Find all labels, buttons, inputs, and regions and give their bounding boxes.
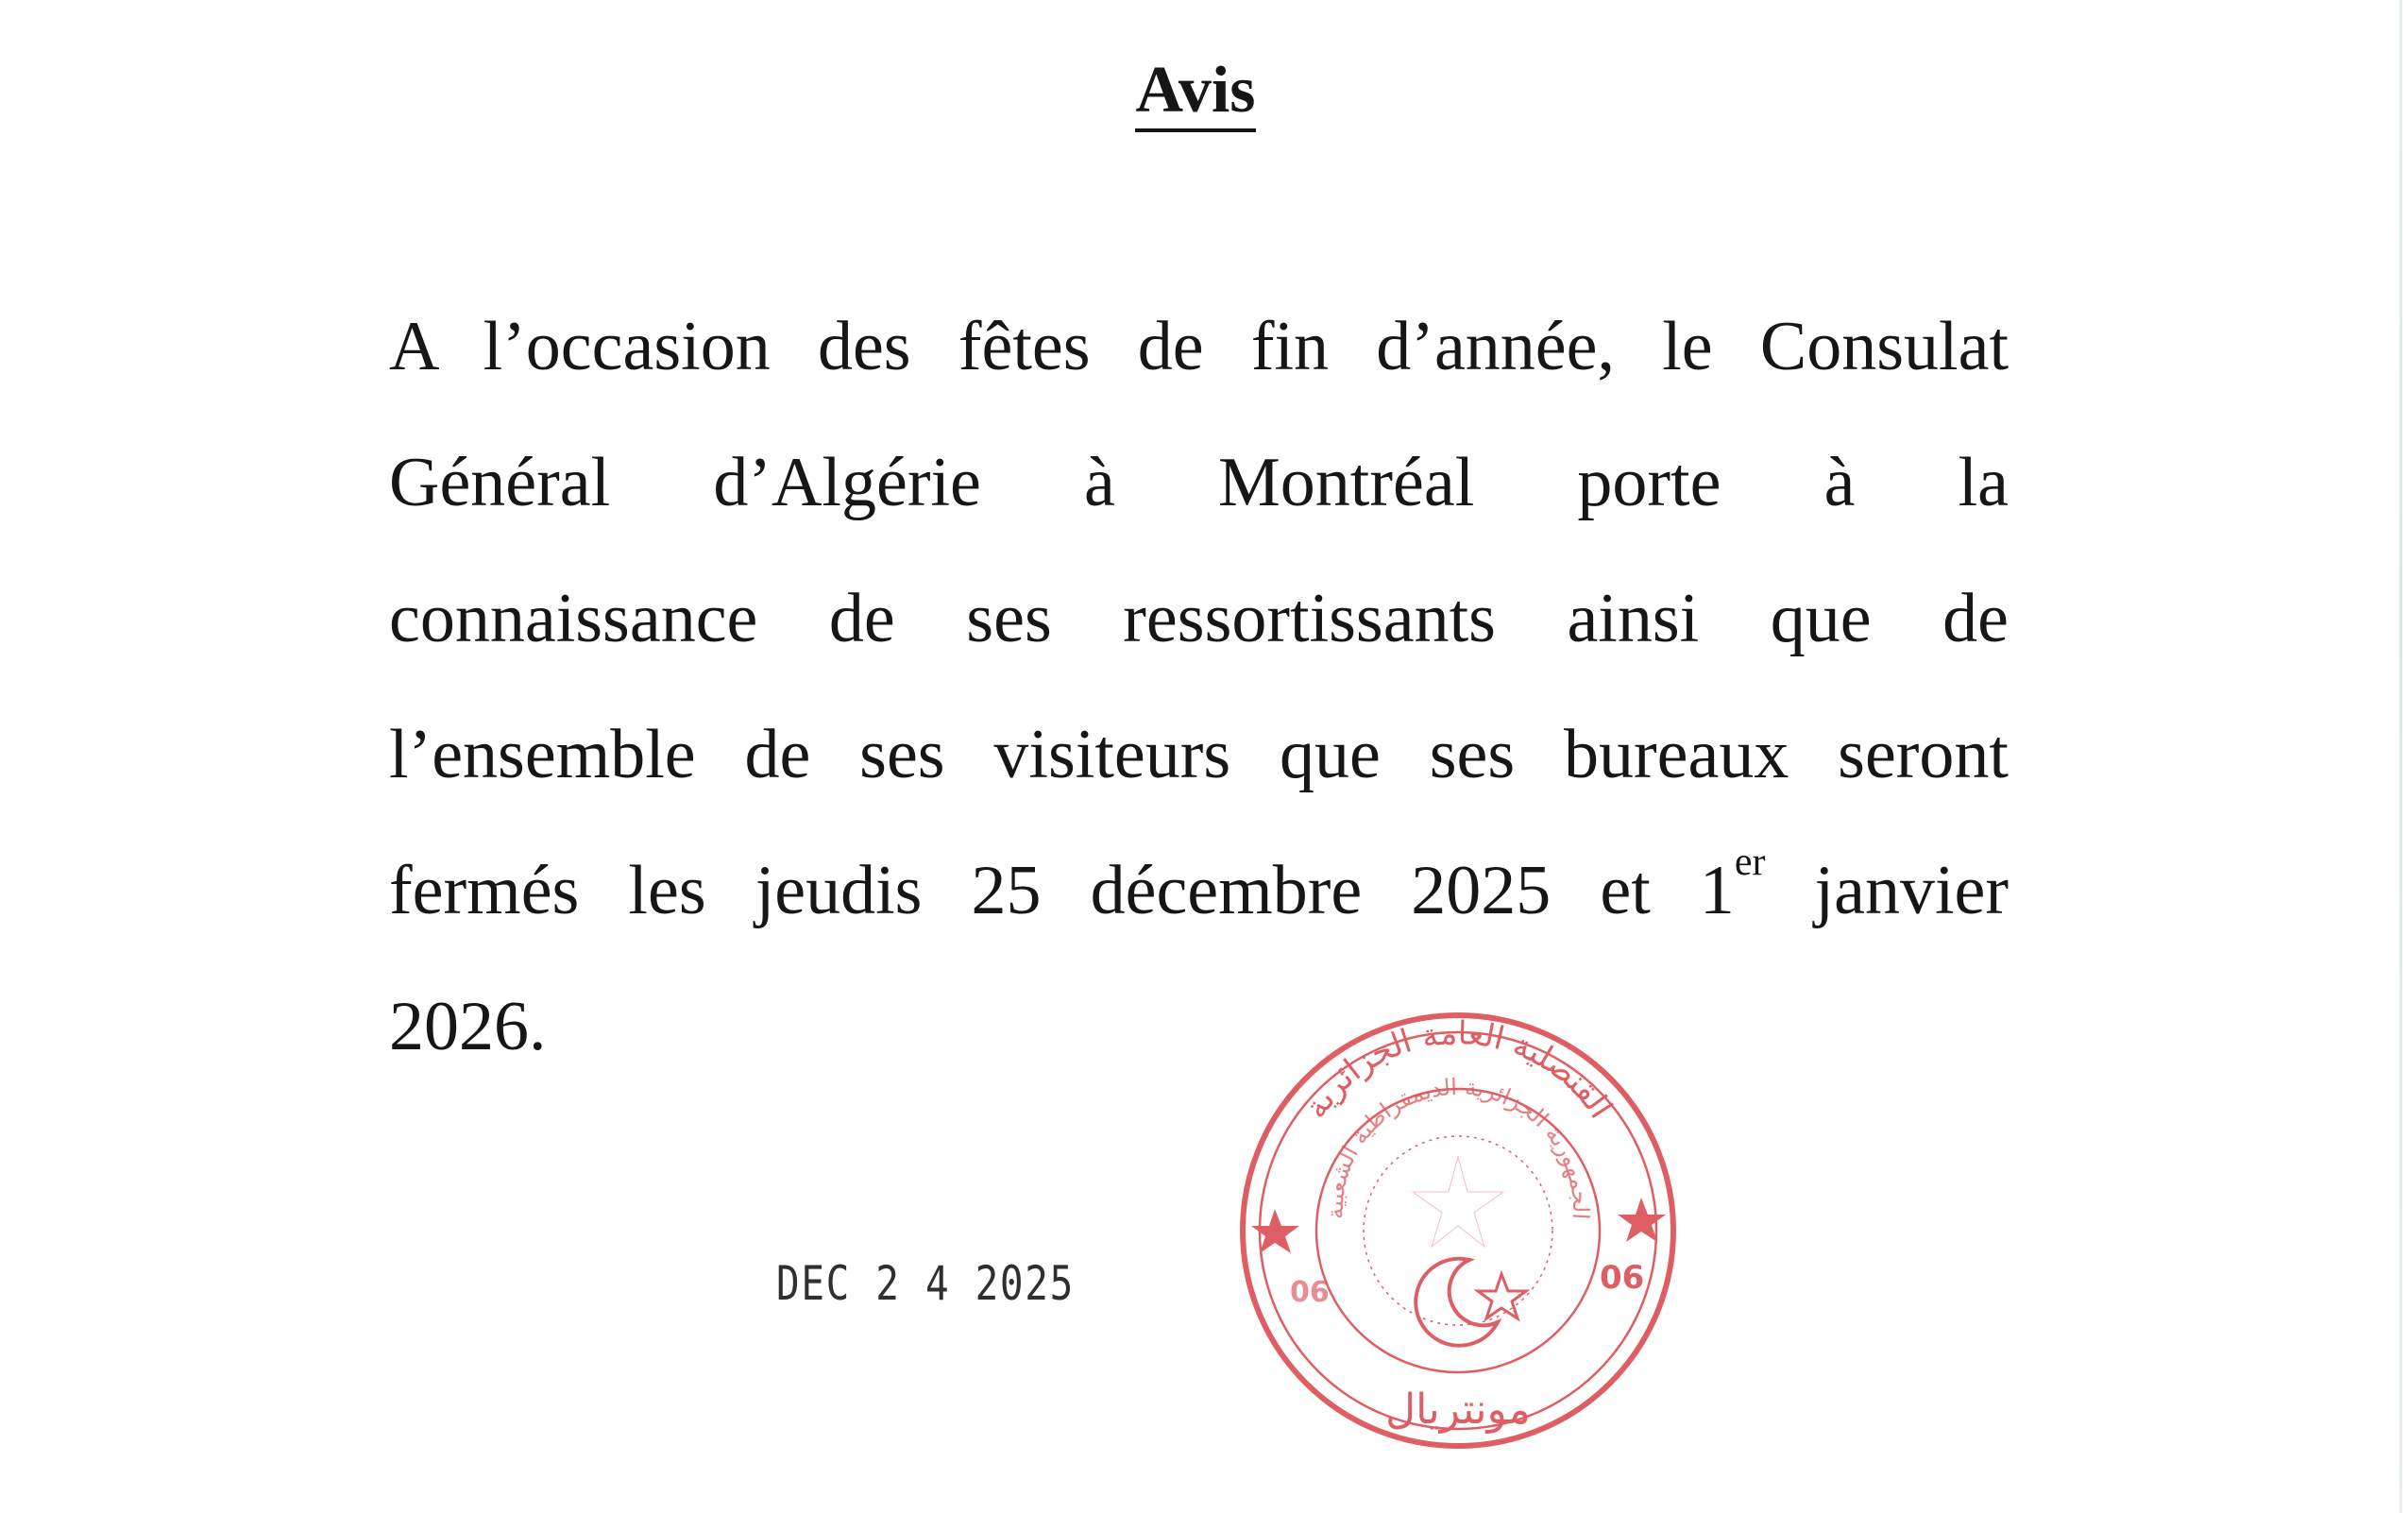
consulate-seal-stamp (1235, 1003, 1681, 1458)
seal-outer-text: القنصلية العامة الجزائرية (1297, 1014, 1620, 1126)
seal-number-left: 06 (1290, 1276, 1330, 1309)
body-line-5-start: fermés les jeudis 25 décembre 2025 et 1 (389, 852, 1735, 929)
seal-city-text: مونتريال (1385, 1386, 1531, 1434)
seal-star-left (1251, 1209, 1299, 1253)
seal-star-right (1618, 1198, 1666, 1242)
body-line-5-end: janvier (1765, 852, 2009, 929)
seal-star-center (1478, 1274, 1526, 1318)
body-line-4: l’ensemble de ses visiteurs que ses bureaux seront (389, 716, 2009, 793)
date-stamp: DEC 2 4 2025 (776, 1256, 1075, 1311)
body-line-2: Général d’Algérie à Montréal porte à la (389, 444, 2009, 521)
body-line-5 (389, 841, 2009, 984)
seal-number-right: 06 (1600, 1259, 1645, 1297)
body-line-6: 2026. (389, 988, 547, 1065)
notice-title-text: Avis (1135, 54, 1255, 132)
seal-emblem-rays (1413, 1157, 1503, 1247)
ordinal-superscript: er (1734, 841, 1766, 884)
notice-title (0, 53, 2391, 128)
seal-emblem-ring (1364, 1136, 1552, 1325)
seal-crescent (1416, 1259, 1498, 1346)
seal-inner-text: الجمهورية الجزائرية الديمقراطية الشعبية (1321, 1073, 1595, 1220)
body-line-3: connaissance de ses ressortissants ainsi que de (389, 580, 2009, 657)
body-line-1: A l’occasion des fêtes de fin d’année, le Consulat (389, 308, 2009, 385)
scan-edge-line (2400, 0, 2402, 1513)
notice-body (389, 304, 2009, 1120)
